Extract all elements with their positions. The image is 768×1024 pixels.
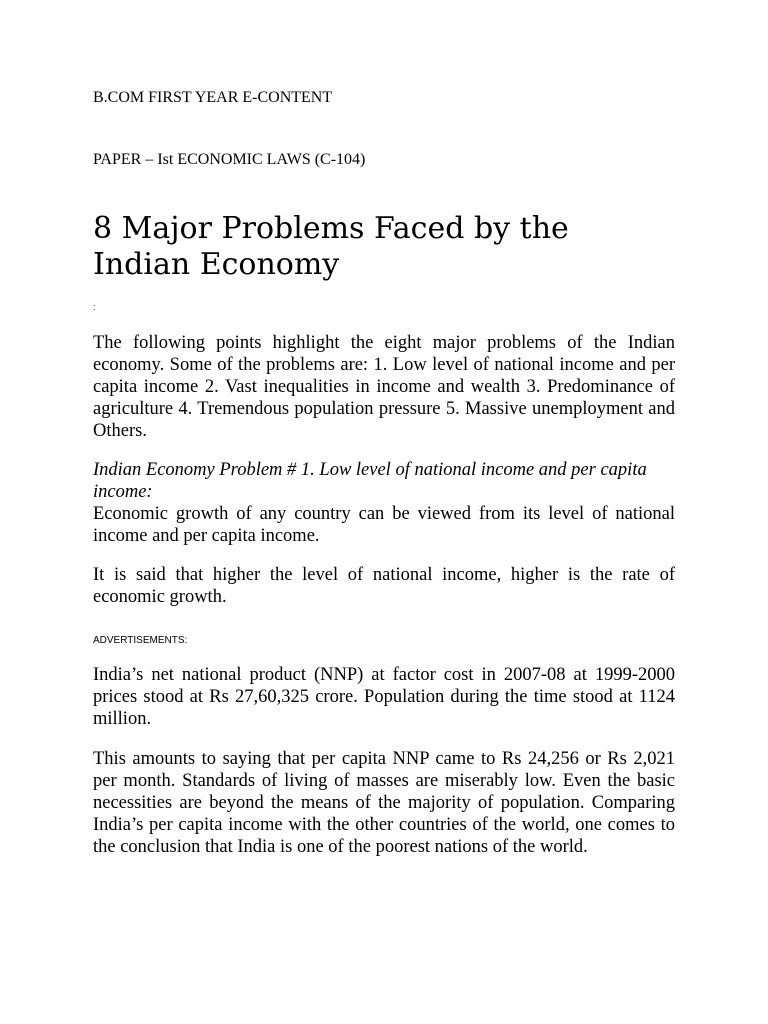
nnp-paragraph: India’s net national product (NNP) at factor cost in 2007-08 at 1999-2000 prices stood at Rs 27,60,325 crore. Population during the time stood at 1124 million. — [93, 665, 675, 729]
advertisements-label: ADVERTISEMENTS: — [93, 635, 188, 646]
intro-paragraph: The following points highlight the eight major problems of the Indian economy. Some of the problems are: 1. Low level of national income and per capita income 2. Vast inequalities in income and wealth 3. Predominance of agriculture 4. Tremendous population pressure 5. Massive unemployment and Others. — [93, 333, 675, 441]
article-title: 8 Major Problems Faced by the Indian Economy — [93, 211, 569, 282]
growth-paragraph: It is said that higher the level of national income, higher is the rate of economic growth. — [93, 565, 675, 607]
colon-marker: : — [93, 302, 96, 312]
course-header: B.COM FIRST YEAR E-CONTENT — [93, 89, 333, 106]
problem-1-heading: Indian Economy Problem # 1. Low level of national income and per capita income: — [93, 460, 647, 502]
problem-1-paragraph: Economic growth of any country can be viewed from its level of national income and per capita income. — [93, 504, 675, 546]
paper-header: PAPER – Ist ECONOMIC LAWS (C-104) — [93, 151, 366, 168]
per-capita-paragraph: This amounts to saying that per capita NNP came to Rs 24,256 or Rs 2,021 per month. Standards of living of masses are miserably low. Even the basic necessities are beyond the means of the majority of population. Comparing India’s per capita income with the other countries of the world, one comes to the conclusion that India is one of the poorest nations of the world. — [93, 749, 675, 857]
